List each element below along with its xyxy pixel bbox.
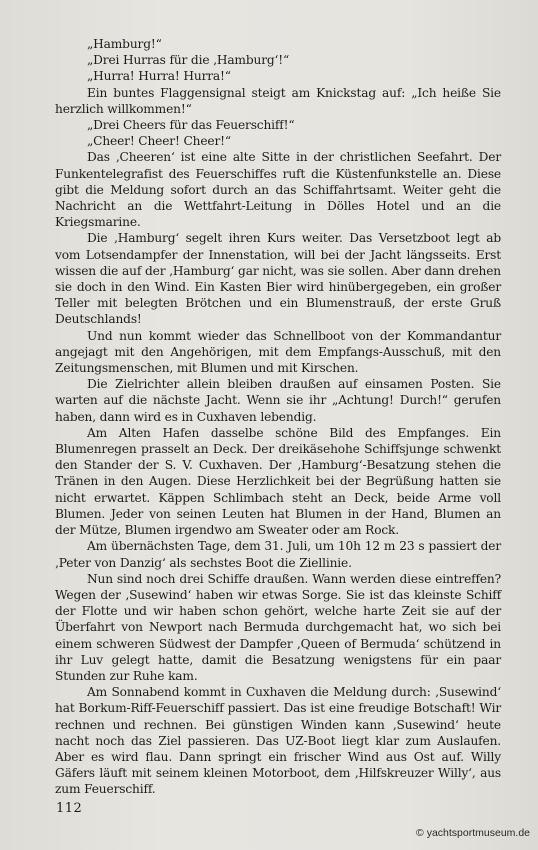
paragraph: „Hamburg!“ [87,37,162,51]
copyright-watermark: © yachtsportmuseum.de [416,827,530,839]
paragraph: Am Alten Hafen dasselbe schöne Bild des Empfanges. Ein Blumenregen prasselt an Deck. Der dreikäsehohe Schiffsjunge schwenkt den Stander der S. V. Cuxhaven. Der ‚Hamburg‘-Besatzung stehen die Tränen in den Augen. Diese Herzlichkeit bei der Begrüßung hatten sie nicht erwartet. Käppen Schlimbach steht an Deck, beide Arme voll Blumen. Jeder von seinen Leuten hat Blumen in der Hand, Blumen an der Mütze, Blumen irgendwo am Sweater oder am Rock. [55,425,501,538]
paragraph: „Drei Cheers für das Feuerschiff!“ [87,118,295,133]
paragraph: Das ‚Cheeren‘ ist eine alte Sitte in der christlichen Seefahrt. Der Funkentelegrafist des Feuerschiffes ruft die Küstenfunkstelle an. Diese gibt die Meldung sofort durch an das Schiffahrtsamt. Weiter geht die Nachricht an die Wettfahrt-Leitung in Dölles Hotel und an die Kriegsmarine. [55,150,501,230]
paragraph: „Cheer! Cheer! Cheer!“ [87,134,231,149]
paragraph: Am Sonnabend kommt in Cuxhaven die Meldung durch: ‚Susewind‘ hat Borkum-Riff-Feuerschiff passiert. Das ist eine freudige Botschaft! Wir rechnen und rechnen. Bei günstigen Winden kann ‚Susewind‘ heute nacht noch das Ziel passieren. Das UZ-Boot liegt klar zum Auslaufen. Aber es wird flau. Dann springt ein frischer Wind aus Ost auf. Willy Gäfers läuft mit seinem kleinen Motorboot, dem ‚Hilfskreuzer Willy‘, aus zum Feuerschiff. [55,685,501,797]
paragraph: Die Zielrichter allein bleiben draußen auf einsamen Posten. Sie warten auf die nächste Jacht. Wenn sie ihr „Achtung! Durch!“ gerufen haben, dann wird es in Cuxhaven lebendig. [55,377,501,424]
paragraph: Ein buntes Flaggensignal steigt am Knickstag auf: „Ich heiße Sie herzlich willkommen!“ [55,85,501,116]
paragraph: Am übernächsten Tage, dem 31. Juli, um 10h 12 m 23 s passiert der ‚Peter von Danzig‘ als sechstes Boot die Ziellinie. [55,539,501,570]
page-number: 112 [56,801,83,816]
paragraph: Und nun kommt wieder das Schnellboot von der Kommandantur angejagt mit den Angehörigen, mit dem Empfangs-Ausschuß, mit den Zeitungsmenschen, mit Blumen und mit Kirschen. [55,328,501,376]
paragraph: „Hurra! Hurra! Hurra!“ [87,69,231,84]
paragraph: „Drei Hurras für die ‚Hamburg‘!“ [87,53,290,68]
paragraph: Die ‚Hamburg‘ segelt ihren Kurs weiter. Das Versetzboot legt ab vom Lotsendampfer der Innenstation, will bei der Jacht längsseits. Erst wissen die auf der ‚Hamburg‘ gar nicht, was sie sollen. Aber dann drehen sie doch in den Wind. Ein Kasten Bier wird hinübergegeben, ein großer Teller mit belegten Brötchen und ein Blumenstrauß, der erste Gruß Deutschlands! [55,231,501,327]
body-text [55,36,501,798]
paragraph: Nun sind noch drei Schiffe draußen. Wann werden diese eintreffen? Wegen der ‚Susewind‘ haben wir etwas Sorge. Sie ist das kleinste Schiff der Flotte und wir haben schon gehört, welche harte Zeit sie auf der Überfahrt von Newport nach Bermuda durchgemacht hat, wo sich bei einem schweren Südwest der Dampfer ‚Queen of Bermuda‘ schützend in ihr Luv gelegt hatte, damit die Besatzung wenigstens für ein paar Stunden zur Ruhe kam. [55,571,501,683]
